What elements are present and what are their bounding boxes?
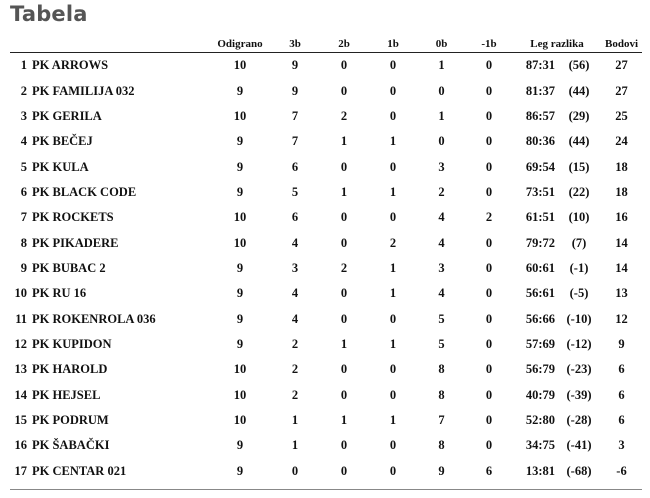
points-cell: 24 — [615, 134, 628, 149]
penalty-minus-1b-cell: 0 — [485, 311, 493, 326]
losses-1b-cell: 0 — [389, 311, 397, 326]
header-3b: 3b — [270, 34, 320, 53]
losses-0b-cell: 0 — [438, 134, 445, 149]
penalty-minus-1b-cell: 0 — [485, 108, 493, 123]
wins-3b-cell: 9 — [291, 83, 299, 98]
leg-score: 81:37 — [525, 83, 555, 98]
position-cell: 16 — [14, 438, 27, 453]
wins-2b-cell: 0 — [340, 387, 348, 402]
penalty-minus-1b-cell: 0 — [485, 260, 493, 275]
position-cell: 9 — [20, 260, 27, 275]
position-cell: 13 — [14, 362, 27, 377]
wins-2b-cell: 0 — [340, 311, 348, 326]
points-cell: 12 — [615, 311, 628, 326]
header-team — [32, 34, 210, 53]
leg-score: 80:36 — [525, 134, 555, 149]
table-row — [10, 382, 642, 407]
leg-score: 13:81 — [525, 463, 555, 478]
team-name-cell: PK CENTAR 021 — [32, 463, 127, 478]
table-row — [10, 129, 642, 154]
position-cell: 8 — [20, 235, 27, 250]
team-name-cell: PK HAROLD — [32, 362, 108, 377]
team-name-cell: PK HEJSEL — [32, 387, 101, 402]
wins-3b-cell: 3 — [291, 260, 299, 275]
wins-3b-cell: 2 — [291, 336, 299, 351]
team-name-cell: PK ŠABAČKI — [32, 438, 110, 453]
header-leg-difference: Leg razlika — [513, 34, 601, 53]
leg-difference-cell — [513, 281, 601, 306]
team-name-cell: PK RU 16 — [32, 286, 87, 301]
points-cell: 9 — [618, 336, 625, 351]
losses-0b-cell: 1 — [438, 108, 445, 123]
leg-diff: (-68) — [566, 463, 592, 478]
table-row — [10, 78, 642, 103]
leg-score: 60:61 — [525, 260, 555, 275]
page-title: Tabela — [10, 2, 88, 26]
points-cell: 27 — [615, 83, 628, 98]
position-cell: 15 — [14, 412, 27, 427]
leg-score: 61:51 — [525, 210, 555, 225]
losses-0b-cell: 8 — [438, 362, 445, 377]
losses-1b-cell: 0 — [389, 83, 397, 98]
losses-1b-cell: 0 — [389, 159, 397, 174]
header-2b: 2b — [320, 34, 368, 53]
losses-0b-cell: 5 — [438, 336, 445, 351]
penalty-minus-1b-cell: 0 — [485, 412, 493, 427]
position-cell: 4 — [20, 134, 27, 149]
losses-0b-cell: 2 — [438, 184, 445, 199]
losses-1b-cell: 1 — [389, 412, 397, 427]
header-1b: 1b — [368, 34, 418, 53]
leg-difference-cell — [513, 256, 601, 281]
wins-3b-cell: 4 — [291, 235, 299, 250]
leg-score: 73:51 — [525, 184, 555, 199]
wins-3b-cell: 4 — [291, 311, 299, 326]
points-cell: 6 — [618, 362, 625, 377]
wins-2b-cell: 1 — [340, 184, 348, 199]
wins-2b-cell: 2 — [340, 108, 348, 123]
wins-3b-cell: 7 — [291, 108, 299, 123]
points-cell: 6 — [618, 412, 625, 427]
leg-score: 79:72 — [525, 235, 555, 250]
team-name-cell: PK BEČEJ — [32, 134, 93, 149]
points-cell: 6 — [618, 387, 625, 402]
leg-difference-cell — [513, 408, 601, 433]
leg-diff: (10) — [568, 210, 590, 225]
leg-difference-cell — [513, 205, 601, 230]
team-name-cell: PK ROCKETS — [32, 210, 114, 225]
header-minus-1b: -1b — [465, 34, 513, 53]
leg-diff: (29) — [568, 108, 590, 123]
losses-0b-cell: 1 — [438, 58, 445, 73]
table-row — [10, 357, 642, 382]
wins-3b-cell: 2 — [291, 387, 299, 402]
position-cell: 7 — [20, 210, 27, 225]
played-cell: 10 — [233, 235, 247, 250]
penalty-minus-1b-cell: 0 — [485, 336, 493, 351]
played-cell: 9 — [236, 463, 244, 478]
losses-1b-cell: 0 — [389, 58, 397, 73]
leg-difference-cell — [513, 154, 601, 179]
penalty-minus-1b-cell: 0 — [485, 184, 493, 199]
table-body — [10, 53, 642, 484]
table-row — [10, 180, 642, 205]
leg-difference-cell — [513, 306, 601, 331]
penalty-minus-1b-cell: 0 — [485, 235, 493, 250]
leg-diff: (-23) — [566, 362, 592, 377]
table-bottom-divider — [10, 489, 642, 490]
leg-score: 40:79 — [525, 387, 555, 402]
leg-diff: (56) — [568, 58, 590, 73]
team-name-cell: PK ARROWS — [32, 58, 109, 73]
table-row — [10, 433, 642, 458]
leg-difference-cell — [513, 230, 601, 255]
leg-diff: (-41) — [566, 438, 592, 453]
wins-2b-cell: 0 — [340, 362, 348, 377]
team-name-cell: PK BLACK CODE — [32, 184, 137, 199]
position-cell: 11 — [15, 311, 27, 326]
penalty-minus-1b-cell: 0 — [485, 83, 493, 98]
wins-3b-cell: 1 — [291, 412, 299, 427]
leg-score: 57:69 — [525, 336, 555, 351]
standings-table — [10, 34, 642, 484]
table-header — [10, 34, 642, 53]
header-0b: 0b — [418, 34, 465, 53]
wins-2b-cell: 1 — [340, 134, 348, 149]
position-cell: 2 — [20, 83, 27, 98]
wins-3b-cell: 7 — [291, 134, 299, 149]
penalty-minus-1b-cell: 0 — [485, 286, 493, 301]
leg-difference-cell — [513, 78, 601, 103]
header-row — [10, 34, 642, 53]
leg-difference-cell — [513, 129, 601, 154]
table-row — [10, 332, 642, 357]
team-name-cell: PK BUBAC 2 — [32, 260, 106, 275]
position-cell: 10 — [14, 286, 27, 301]
played-cell: 10 — [233, 210, 247, 225]
penalty-minus-1b-cell: 0 — [485, 438, 493, 453]
losses-0b-cell: 4 — [438, 286, 445, 301]
points-cell: -6 — [616, 463, 627, 478]
leg-diff: (44) — [568, 83, 590, 98]
position-cell: 3 — [20, 108, 27, 123]
team-name-cell: PK GERILA — [32, 108, 102, 123]
losses-0b-cell: 7 — [438, 412, 445, 427]
wins-2b-cell: 0 — [340, 463, 348, 478]
wins-2b-cell: 0 — [340, 83, 348, 98]
header-played: Odigrano — [210, 34, 270, 53]
losses-1b-cell: 1 — [389, 184, 397, 199]
leg-difference-cell — [513, 459, 601, 484]
played-cell: 10 — [233, 362, 247, 377]
penalty-minus-1b-cell: 6 — [485, 463, 493, 478]
leg-difference-cell — [513, 357, 601, 382]
losses-1b-cell: 1 — [389, 286, 397, 301]
leg-score: 56:79 — [525, 362, 555, 377]
wins-2b-cell: 0 — [340, 438, 348, 453]
leg-score: 34:75 — [525, 438, 555, 453]
penalty-minus-1b-cell: 0 — [485, 159, 493, 174]
points-cell: 13 — [615, 286, 628, 301]
leg-difference-cell — [513, 104, 601, 129]
leg-score: 56:66 — [525, 311, 555, 326]
table-row — [10, 306, 642, 331]
losses-0b-cell: 3 — [438, 159, 445, 174]
losses-1b-cell: 1 — [389, 134, 397, 149]
table-row — [10, 256, 642, 281]
played-cell: 10 — [233, 412, 247, 427]
losses-0b-cell: 8 — [438, 438, 445, 453]
losses-1b-cell: 1 — [389, 336, 397, 351]
points-cell: 3 — [618, 438, 625, 453]
leg-diff: (-12) — [566, 336, 592, 351]
leg-score: 86:57 — [525, 108, 555, 123]
leg-diff: (-5) — [569, 286, 589, 301]
losses-1b-cell: 2 — [389, 235, 397, 250]
wins-3b-cell: 5 — [291, 184, 299, 199]
points-cell: 14 — [615, 260, 628, 275]
played-cell: 9 — [236, 134, 244, 149]
leg-score: 69:54 — [525, 159, 555, 174]
team-name-cell: PK ROKENROLA 036 — [32, 311, 156, 326]
leg-diff: (-1) — [569, 260, 589, 275]
losses-1b-cell: 0 — [389, 108, 397, 123]
wins-2b-cell: 0 — [340, 235, 348, 250]
losses-0b-cell: 4 — [438, 235, 445, 250]
losses-1b-cell: 0 — [389, 387, 397, 402]
losses-0b-cell: 9 — [438, 463, 445, 478]
losses-0b-cell: 8 — [438, 387, 445, 402]
losses-0b-cell: 5 — [438, 311, 445, 326]
wins-3b-cell: 2 — [291, 362, 299, 377]
leg-difference-cell — [513, 53, 601, 79]
losses-0b-cell: 4 — [438, 210, 445, 225]
losses-1b-cell: 0 — [389, 438, 397, 453]
played-cell: 9 — [236, 286, 244, 301]
team-name-cell: PK KUPIDON — [32, 336, 112, 351]
wins-2b-cell: 0 — [340, 286, 348, 301]
losses-0b-cell: 0 — [438, 83, 445, 98]
penalty-minus-1b-cell: 0 — [485, 387, 493, 402]
leg-difference-cell — [513, 180, 601, 205]
leg-diff: (-10) — [566, 311, 592, 326]
position-cell: 12 — [14, 336, 27, 351]
penalty-minus-1b-cell: 0 — [485, 362, 493, 377]
penalty-minus-1b-cell: 2 — [485, 210, 493, 225]
points-cell: 18 — [615, 159, 628, 174]
losses-1b-cell: 0 — [389, 463, 397, 478]
table-row — [10, 104, 642, 129]
played-cell: 10 — [233, 58, 247, 73]
team-name-cell: PK FAMILIJA 032 — [32, 83, 135, 98]
leg-difference-cell — [513, 332, 601, 357]
leg-score: 87:31 — [525, 58, 555, 73]
penalty-minus-1b-cell: 0 — [485, 134, 493, 149]
wins-3b-cell: 0 — [291, 463, 299, 478]
played-cell: 9 — [236, 260, 244, 275]
played-cell: 9 — [236, 159, 244, 174]
penalty-minus-1b-cell: 0 — [485, 58, 493, 73]
header-points: Bodovi — [601, 34, 642, 53]
position-cell: 5 — [20, 159, 27, 174]
position-cell: 14 — [14, 387, 27, 402]
wins-3b-cell: 6 — [291, 159, 299, 174]
table-row — [10, 53, 642, 79]
wins-3b-cell: 6 — [291, 210, 299, 225]
losses-0b-cell: 3 — [438, 260, 445, 275]
losses-1b-cell: 0 — [389, 362, 397, 377]
team-name-cell: PK PODRUM — [32, 412, 109, 427]
leg-diff: (-28) — [566, 412, 592, 427]
leg-diff: (44) — [568, 134, 590, 149]
played-cell: 9 — [236, 311, 244, 326]
leg-diff: (15) — [568, 159, 590, 174]
wins-2b-cell: 1 — [340, 336, 348, 351]
position-cell: 1 — [20, 58, 27, 73]
table-row — [10, 154, 642, 179]
played-cell: 9 — [236, 83, 244, 98]
wins-3b-cell: 4 — [291, 286, 299, 301]
wins-2b-cell: 0 — [340, 210, 348, 225]
played-cell: 9 — [236, 184, 244, 199]
played-cell: 10 — [233, 387, 247, 402]
position-cell: 6 — [20, 184, 27, 199]
played-cell: 10 — [233, 108, 247, 123]
team-name-cell: PK PIKADERE — [32, 235, 119, 250]
leg-score: 56:61 — [525, 286, 555, 301]
points-cell: 16 — [615, 210, 628, 225]
points-cell: 14 — [615, 235, 628, 250]
points-cell: 25 — [615, 108, 628, 123]
position-cell: 17 — [14, 463, 27, 478]
header-position — [10, 34, 32, 53]
wins-2b-cell: 0 — [340, 159, 348, 174]
leg-diff: (-39) — [566, 387, 592, 402]
team-name-cell: PK KULA — [32, 159, 89, 174]
table-row — [10, 205, 642, 230]
losses-1b-cell: 0 — [389, 210, 397, 225]
points-cell: 27 — [615, 58, 628, 73]
wins-3b-cell: 9 — [291, 58, 299, 73]
leg-difference-cell — [513, 382, 601, 407]
table-row — [10, 459, 642, 484]
points-cell: 18 — [615, 184, 628, 199]
wins-2b-cell: 2 — [340, 260, 348, 275]
wins-2b-cell: 0 — [340, 58, 348, 73]
leg-diff: (7) — [571, 235, 587, 250]
leg-diff: (22) — [568, 184, 590, 199]
wins-3b-cell: 1 — [291, 438, 299, 453]
wins-2b-cell: 1 — [340, 412, 348, 427]
played-cell: 9 — [236, 336, 244, 351]
table-row — [10, 408, 642, 433]
leg-difference-cell — [513, 433, 601, 458]
table-row — [10, 230, 642, 255]
leg-score: 52:80 — [525, 412, 555, 427]
played-cell: 9 — [236, 438, 244, 453]
losses-1b-cell: 1 — [389, 260, 397, 275]
table-row — [10, 281, 642, 306]
